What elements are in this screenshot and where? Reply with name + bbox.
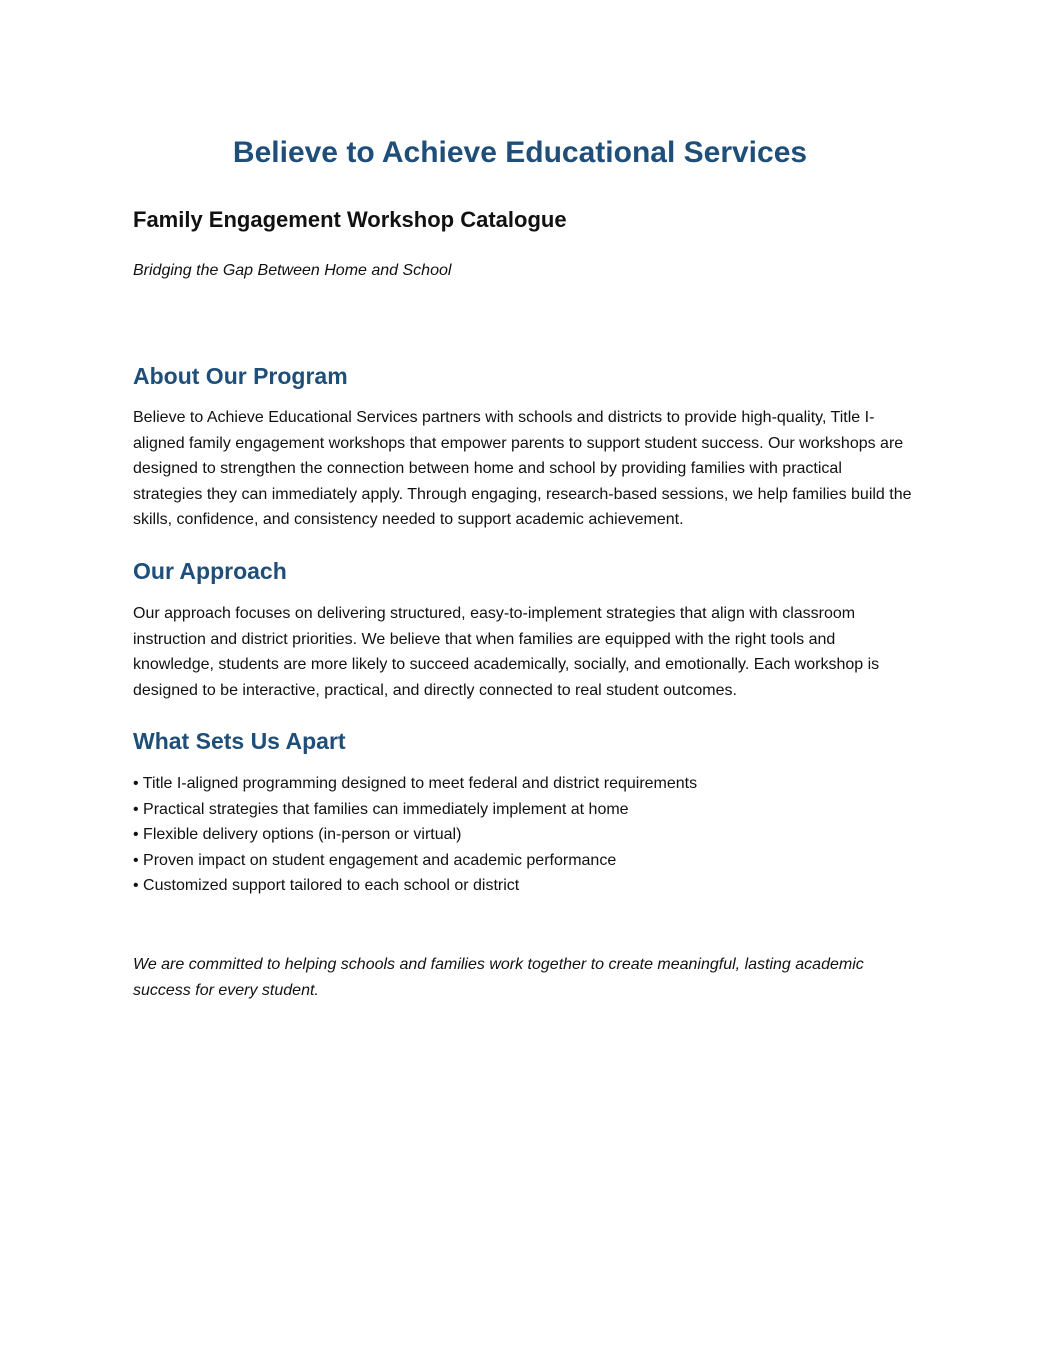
about-body: Believe to Achieve Educational Services partners with schools and districts to provide high-quality, Title I-aligned family engagement workshops that empower parents to support student success. Our workshops are designed to strengthen the connection between home and school by providing families with practical strategies they can immediately apply. Through engaging, research-based sessions, we help families build the skills, confidence, and consistency needed to support academic achievement. — [133, 409, 912, 528]
document-title: Believe to Achieve Educational Services — [232, 136, 808, 169]
document-tagline: Bridging the Gap Between Home and School — [133, 262, 452, 279]
about-heading: About Our Program — [133, 363, 348, 389]
approach-body: Our approach focuses on delivering structured, easy-to-implement strategies that align with classroom instruction and district priorities. We believe that when families are equipped with the right tools and knowledge, students are more likely to succeed academically, socially, and emotionally. Each workshop is designed to be interactive, practical, and directly connected to real student outcomes. — [133, 605, 880, 699]
document-subtitle: Family Engagement Workshop Catalogue — [133, 207, 567, 232]
list-item: • Title I-aligned programming designed to meet federal and district requirements — [133, 775, 698, 792]
apart-bullet-list — [133, 771, 913, 899]
list-item: • Proven impact on student engagement and academic performance — [133, 851, 617, 869]
approach-heading: Our Approach — [133, 558, 287, 584]
closing-statement: We are committed to helping schools and families work together to create meaningful, lasting academic success for every student. — [133, 956, 864, 999]
list-item: • Flexible delivery options (in-person or virtual) — [133, 826, 462, 843]
list-item: • Customized support tailored to each school or district — [133, 877, 520, 894]
list-item: • Practical strategies that families can immediately implement at home — [133, 800, 629, 818]
apart-heading: What Sets Us Apart — [133, 728, 346, 754]
